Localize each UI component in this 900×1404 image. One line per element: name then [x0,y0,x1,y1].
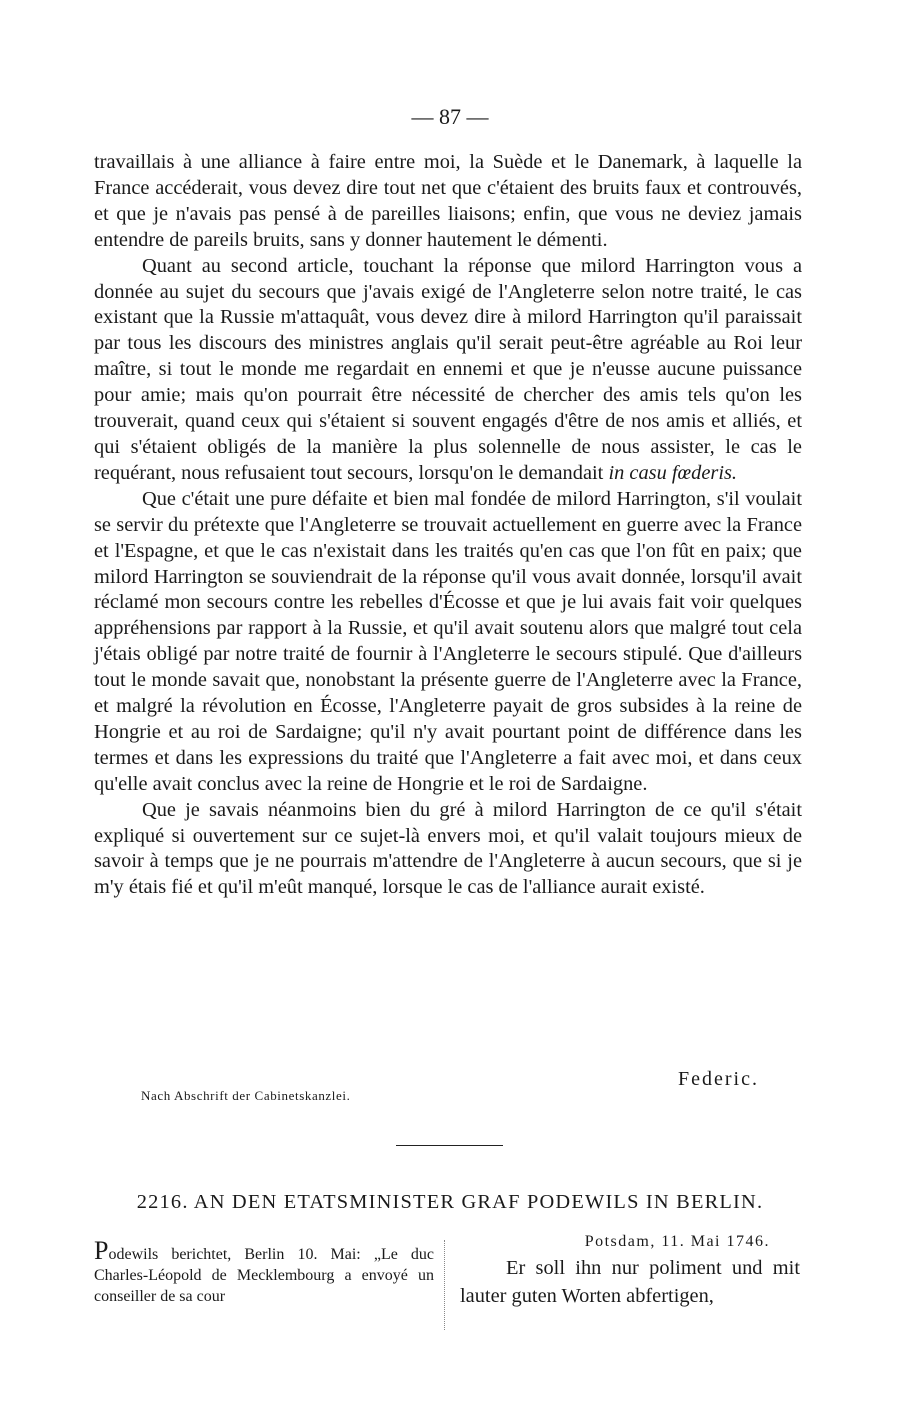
source-note: Nach Abschrift der Cabinetskanzlei. [141,1088,351,1103]
letter-text: Er soll ihn nur poliment und mit lauter guten Worten abfertigen, [460,1257,800,1307]
letter-body [94,150,802,901]
paragraph-text: Quant au second article, touchant la réponse que milord Harrington vous a donnée au sujet du secours que j'avais exigé de l'Angleterre selon notre traité, le cas existant que la Russie m'attaquât, vous devez dire à milord Harrington qu'il paraissait par tous les discours des ministres anglais qu'il serait peut-être agréable au Roi leur maître, si tout le monde me regardait en ennemi et que je n'eusse aucune puissance pour amie; mais qu'on pourrait être nécessité de chercher des amis tels qu'on les trouverait, quand ceux qui s'étaient si souvent engagés d'être de nos amis et alliés, et qui s'étaient obligés de la manière la plus solennelle de nous assister, le cas le requérant, nous refusaient tout secours, lorsqu'on le demandait [94,254,802,484]
paragraph: travaillais à une alliance à faire entre moi, la Suède et le Danemark, à laquelle la France accéderait, vous devez dire tout net que c'étaient des bruits faux et controuvés, et que je n'avais pas pensé à de pareilles liaisons; enfin, que vous ne deviez jamais entendre de pareils bruits, sans y donner hautement le démenti. [94,151,802,251]
dateline: Potsdam, 11. Mai 1746. [584,1233,770,1250]
letter-heading: 2216. AN DEN ETATSMINISTER GRAF PODEWILS IN BERLIN. [136,1191,764,1213]
paragraph: Que je savais néanmoins bien du gré à milord Harrington de ce qu'il s'était expliqué si ouvertement sur ce sujet-là envers moi, et qu'il valait toujours mieux de savoir à temps que je ne pourrais m'attendre de l'Angleterre à aucun secours, que si je m'y étais fié et qu'il m'eût manqué, lorsque le cas de l'alliance aurait existé. [94,798,802,899]
section-divider [396,1145,503,1146]
column-rule [444,1240,445,1330]
latin-phrase: in casu fœderis. [608,461,738,484]
paragraph: Que c'était une pure défaite et bien mal fondée de milord Harrington, s'il voulait se servir du prétexte que l'Angleterre se trouvait actuellement en guerre avec la France et l'Espagne, et que le cas n'existait dans les traités qu'en cas que l'on fût en paix; que milord Harrington se souviendrait de la réponse qu'il vous avait donnée, lorsqu'il avait réclamé mon secours contre les rebelles d'Écosse et que je lui avais fait voir quelques appréhensions par rapport à la Russie, et qu'il avait soutenu alors que malgré tout cela j'étais obligé par notre traité de fournir à l'Angleterre le secours stipulé. Que d'ailleurs tout le monde savait que, nonobstant la présente guerre de l'Angleterre avec la France, et malgré la révolution en Écosse, l'Angleterre payait de gros subsides à la reine de Hongrie et au roi de Sardaigne; qu'il n'y avait pourtant point de différence dans les termes et dans les expressions du traité que l'Angleterre a fait avec moi, et dans ceux qu'elle avait conclus avec la reine de Hongrie et le roi de Sardaigne. [94,487,802,795]
letter-column [460,1230,800,1310]
page-number: — 87 — [411,104,489,129]
summary-text: odewils berichtet, Berlin 10. Mai: „Le duc Charles-Léopold de Mecklembourg a envoyé un conseiller de sa cour [94,1246,434,1305]
summary-column [94,1238,434,1307]
summary-initial: P [94,1236,109,1265]
paragraph [94,254,802,487]
signature: Federic. [678,1068,759,1090]
